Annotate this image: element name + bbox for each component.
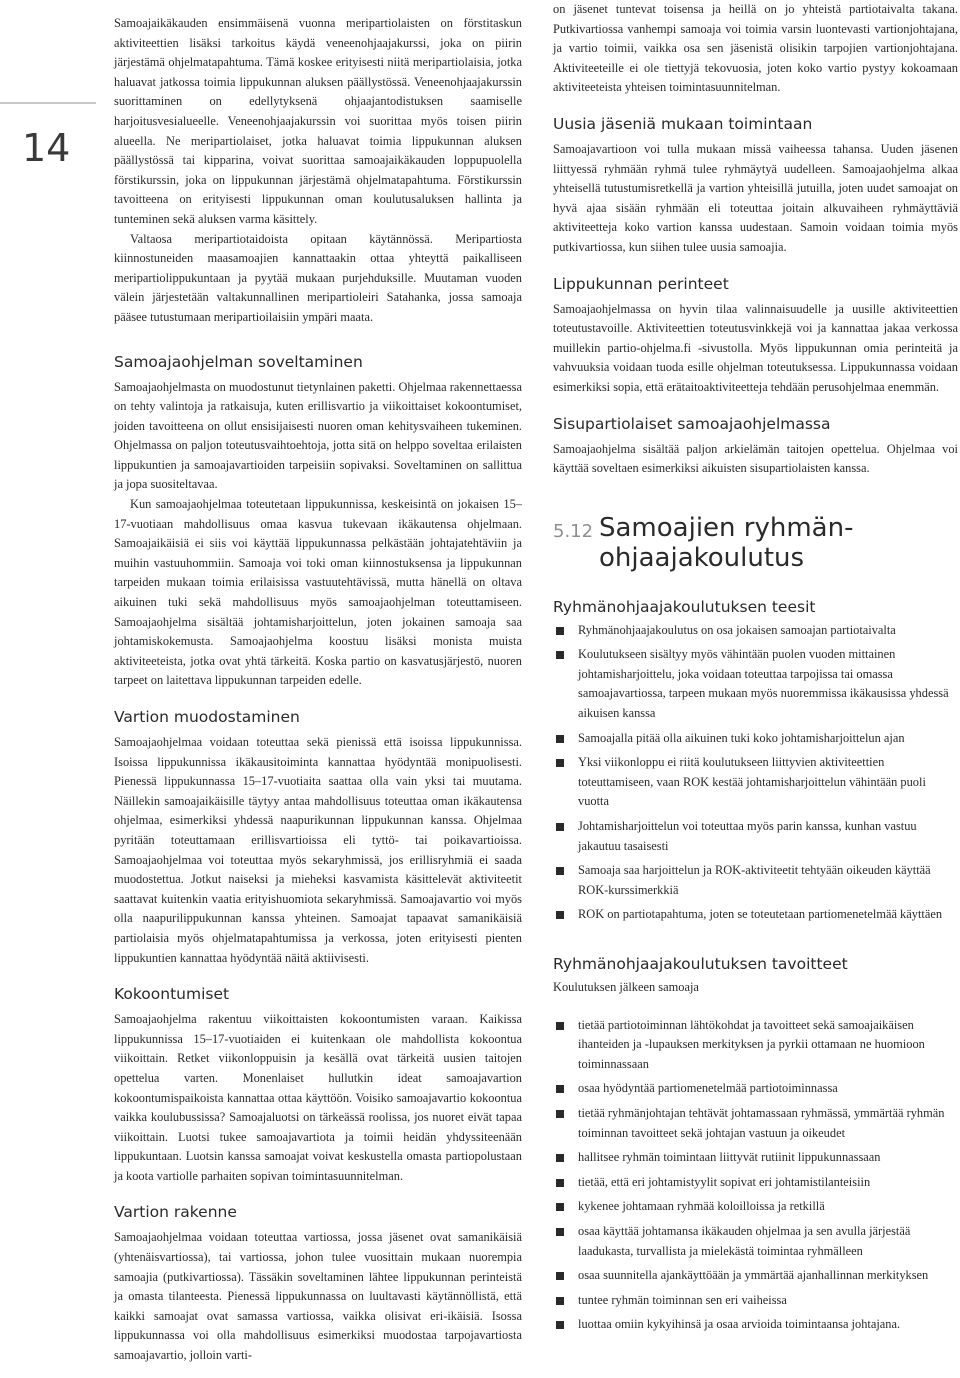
list-item-text: Johtamisharjoittelun voi toteuttaa myös parin kanssa, kunhan vastuu jakautuu tasaisesti [578,819,917,853]
bullet-icon [556,651,564,659]
list-item-text: tuntee ryhmän toiminnan sen eri vaiheissa [578,1292,787,1307]
list-item [553,753,958,812]
outcomes-heading: Ryhmänohjaajakoulutuksen tavoitteet [553,955,848,973]
list-item [553,1222,958,1261]
bullet-icon [556,1179,564,1187]
bullet-icon [556,1085,564,1093]
list-item-text: Samoajalla pitää olla aikuinen tuki koko johtamisharjoittelun ajan [578,730,905,745]
goals-list [553,621,958,925]
list-item [553,1079,958,1099]
intro-paragraph-2: Valtaosa meripartiotaidoista opitaan käytännössä. Meripartiosta kiinnostuneiden maasamoajien kannattaakin ottaa yhteyttä paikalliseen meripartiolippukuntaan ja pyytää mukaan purjehduksille. Muutaman vuoden välein järjestetään valtakunnallinen meripartioleiri Satahanka, jossa samoaja pääsee tutustumaan meripartioilaisiin ympäri maata. [114,231,522,324]
section-paragraph: Samoajaohjelmasta on muodostunut tietynlainen paketti. Ohjelmaa rakennettaessa on tehty valintoja ja ratkaisuja, kuten erillisvartio ja viikoittaiset kokoontumiset, joiden tavoitteena on ollut ensisijaisesti nuoren oman kehitysvaiheen tukeminen. Ohjelmassa on paljon toteutusvaihtoehtoja, jotta sitä on helppo soveltaa erilaisten lippukuntien ja samoajavartioiden tarpeisiin sopivaksi. Soveltaminen on sallittua ja jopa suositeltavaa. [114,379,522,492]
list-item [553,1148,958,1168]
list-item-text: Koulutukseen sisältyy myös vähintään puolen vuoden mittainen johtamisharjoittelu, joka voidaan toteuttaa tarpojissa tai omassa samoajavartiossa, tarpeen mukaan myös nuoremmissa ikäkausissa yhdessä aikuisen kanssa [578,647,949,721]
section-paragraph: Kun samoajaohjelmaa toteutetaan lippukunnissa, keskeisintä on jokaisen 15–17-vuotiaan mahdollisuus omaa kasvua tukevaan ikäkautensa ohjelmaan. Samoajaikäisiä ei siis voi käyttää lippukunnassa pelkästään johtajatehtäviin ja muihin vastuuhommiin. Samoaja voi toki oman kiinnostuksensa ja lippukunnan tarpeiden mukaan toimia erilaisissa vastuutehtävissä, mutta hänellä on oltava aikuinen tuki sekä mahdollisuus myös samoajaohjelman toteuttamiseen. Samoajaohjelma sisältää johtamisharjoittelun, joten jokainen samoaja saa johtamiskokemusta. Samoajaohjelma koostuu lisäksi monista muista aktiviteeteista, jotka ovat yhtä tärkeitä. Koska partio on kasvatusjärjestö, nuoren tarpeet on laitettava lippukunnan tarpeiden edelle. [114,497,522,688]
bullet-icon [556,627,564,635]
bullet-icon [556,1228,564,1236]
section-heading-sisupartiolaiset: Sisupartiolaiset samoajaohjelmassa [553,414,831,433]
left-column [114,0,522,1366]
list-item-text: kykenee johtamaan ryhmää koloilloissa ja retkillä [578,1199,825,1214]
page-number: 14 [22,126,71,170]
list-item-text: tietää, että eri johtamistyylit sopivat eri johtamistilanteisiin [578,1174,871,1189]
goals-heading: Ryhmänohjaajakoulutuksen teesit [553,597,816,616]
bullet-icon [556,735,564,743]
outcomes-subtitle: Koulutuksen jälkeen samoaja [553,980,699,994]
list-item [553,817,958,856]
outcomes-list [553,1016,958,1335]
bullet-icon [556,1022,564,1030]
section-heading-vartion-rakenne: Vartion rakenne [114,1203,237,1222]
section-heading-vartion-muodostaminen: Vartion muodostaminen [114,708,300,726]
list-item-text: tietää partiotoiminnan lähtökohdat ja tavoitteet sekä samoajaikäisen ihanteiden ja -lupauksen merkityksen ja pyrkii ottamaan ne huomioon toiminnassaan [578,1017,925,1071]
list-item [553,1016,958,1075]
list-item [553,729,958,749]
list-item [553,861,958,900]
section-paragraph: Samoajaohjelmassa on hyvin tilaa valinnaisuudelle ja uusille aktiviteettien toteutustavoille. Aktiviteettien toteutusvinkkejä voi ja kannattaa jakaa verkossa muillekin partio-ohjelma.fi -sivustolla. Myös lippukunnan omia perinteitä ja vahvuuksia voidaan tuoda esille ohjelman toteutuksessa. Lippukunnassa voidaan esimerkiksi sopia, että erätaitoaktiviteetteja tehdään perusohjelmaa enemmän. [553,301,958,394]
section-heading-uusia-jasenia: Uusia jäseniä mukaan toimintaan [553,114,813,133]
list-item [553,621,958,641]
list-item-text: Ryhmänohjaajakoulutus on osa jokaisen samoajan partiotaivalta [578,622,896,637]
list-item-text: osaa käyttää johtamansa ikäkauden ohjelmaa ja sen avulla järjestää laadukasta, turvallista ja mielekästä toimintaa ryhmälleen [578,1223,911,1258]
bullet-icon [556,1297,564,1305]
list-item [553,645,958,723]
bullet-icon [556,823,564,831]
margin-divider [0,102,96,104]
section-heading-kokoontumiset: Kokoontumiset [114,985,230,1004]
list-item-text: osaa suunnitella ajankäyttöään ja ymmärtää ajanhallinnan merkityksen [578,1268,929,1283]
bullet-icon [556,1203,564,1211]
bullet-icon [556,1110,564,1118]
bullet-icon [556,1272,564,1280]
list-item [553,1315,958,1335]
bullet-icon [556,1154,564,1162]
section-paragraph: Samoajaohjelma rakentuu viikoittaisten kokoontumisten varaan. Kaikissa lippukunnissa 15–17-vuotiaiden ei kuitenkaan ole mahdollista kokoontua viikoittain. Retket viikonloppuisin ja kesällä ovat tärkeitä uusien taitojen opettelua varten. Monenlaiset hullutkin ideat samoajavartion kokoontumispaikoista kannattaa ottaa käyttöön. Voisiko samoajavartio kokoontua vaikka koulubussissa? Samoajaluotsi on tärkeässä roolissa, jos nuoret eivät tapaa viikoittain. Luotsi tukee samoajavartiota ja toimii heidän yhdyssiteenään lippukuntaan. Luotsin kanssa samoajat voivat keskustella omasta partiopolustaan ja koota vartiolle parhaiten sopivan toimintasuunnitelman. [114,1012,522,1183]
list-item [553,1197,958,1217]
chapter-heading [553,513,958,573]
list-item [553,905,958,925]
chapter-title [553,513,958,573]
bullet-icon [556,911,564,919]
list-item [553,1266,958,1286]
section-paragraph: Samoajaohjelmaa voidaan toteuttaa vartiossa, jossa jäsenet ovat samanikäisiä (yhtenäisvartiossa), tai vartiossa, johon tulee vuosittain mukaan nuorempia samoajia (putkivartiossa). Tässäkin soveltaminen lähtee lippukunnan perinteistä ja omasta tilanteesta. Pienessä lippukunnassa on luultavasti käytännöllistä, että kaikki samoajat ovat samassa vartiossa, vaikka olisivat eri-ikäisiä. Isossa lippukunnassa voi olla mahdollisuus esimerkiksi muodostaa tarpojavartiosta samoajavartio, jolloin varti- [114,1230,522,1363]
list-item-text: Yksi viikonloppu ei riitä koulutukseen liittyvien aktiviteettien toteuttamiseen, vaan ROK kestää johtamisharjoittelun vähintään puoli vuotta [578,755,926,809]
list-item-text: ROK on partiotapahtuma, joten se toteutetaan partiomenetelmää käyttäen [578,907,943,922]
bullet-icon [556,1321,564,1329]
list-item [553,1291,958,1311]
chapter-number: 5.12 [553,520,594,542]
list-item-text: osaa hyödyntää partiomenetelmää partiotoiminnassa [578,1081,838,1096]
list-item-text: luottaa omiin kykyihinsä ja osaa arvioida toimintaansa johtajana. [578,1317,901,1332]
list-item-text: tietää ryhmänjohtajan tehtävät johtamassaan ryhmässä, ymmärtää ryhmän toiminnan tavoitteet sekä johtajan vastuun ja oikeudet [578,1105,945,1140]
section-paragraph: Samoajavartioon voi tulla mukaan missä vaiheessa tahansa. Uuden jäsenen liittyessä ryhmään ryhmä tulee ryhmäytyä uudelleen. Samoajaohjelma alkaa yhteisellä tutustumisretkellä ja vartion yhteisillä jutuilla, joten uudet samoajat on hyvä ajaa sisään ryhmään eli toteuttaa joitain alkuvaiheen ryhmäyttäviä aktiviteetteja koko vartion kanssa uudestaan. Samoin voidaan toimia myös putkivartiossa, kun siihen tulee uusia samoajia. [553,141,958,254]
section-heading-lippukunnan-perinteet: Lippukunnan perinteet [553,274,729,293]
list-item [553,1173,958,1193]
list-item-text: hallitsee ryhmän toimintaan liittyvät rutiinit lippukunnassaan [578,1150,881,1165]
chapter-title-line-2: ohjaajakoulutus [599,542,805,573]
chapter-title-line-1: Samoajien ryhmän- [599,512,854,543]
section-paragraph: Samoajaohjelma sisältää paljon arkielämän taitojen opettelua. Ohjelmaa voi käyttää soveltaen esimerkiksi aikuisten sisupartiolaisten kanssa. [553,441,958,476]
bullet-icon [556,759,564,767]
page-margin [0,0,100,1378]
list-item-text: Samoaja saa harjoittelun ja ROK-aktiviteetit tehtyään oikeuden käyttää ROK-kurssimerkkiä [578,863,931,897]
intro-paragraph-1: Samoajaikäkauden ensimmäisenä vuonna meripartiolaisten on förstitaskun aktiviteettien lisäksi tarkoitus käydä veneenohjaajakurssi, joka on piirin järjestämä ohjelmatapahtuma. Tämä koskee erityisesti niitä meripartiolaisia, jotka haluavat jatkossa toimia lippukunnan aluksen päällystössä. Veneenohjaajakurssin suorittaminen on edellytyksenä ohjaajantodistuksen saamiselle harjoitusvesialueelle. Veneenohjaajakurssin voi suorittaa myös toisen piirin alueella. Ne meripartiolaiset, jotka haluavat toimia lippukunnan aluksen päällystössä tai kipparina, voivat suorittaa samoajaikäkauden loppupuolella förstikurssin, joka on lippukunnan järjestämä ohjelmatapahtuma. Förstikurssin tavoitteena on erityisesti lippukunnan oman koulutusaluksen hallinta ja tunteminen sekä aluksen varma käsittely. [114,16,522,226]
section-paragraph: Samoajaohjelmaa voidaan toteuttaa sekä pienissä että isoissa lippukunnissa. Isoissa lippukunnissa ikäkausitoiminta kannattaa hyödyntää monipuolisesti. Pienessä lippukunnassa 15–17-vuotiaita saattaa olla vain yksi tai muutama. Näillekin samoajaikäisille täytyy antaa mahdollisuus toteuttaa oman ikäkautensa ohjelmaa, esimerkiksi yhdessä naapurikunnan lippukunnan kanssa. Ohjelmaa pyritään toteuttamaan erillisvartioissa eli tyttö- tai poikavartioissa. Samoajaohjelmaa voi toteuttaa myös sekaryhmissä, jos erillisryhmiä ei saada muodostettua. Jotkut naiseksi ja mieheksi kasvamista käsittelevät aktiviteetit saattavat kuitenkin vaatia erityishuomiota sekaryhmissä. Samoajavartio voi myös olla naapurilippukunnan kanssa yhteinen. Samoajat tapaavat samanikäisiä partiolaisia myös ohjelmatapahtumissa ja verkossa, joten erityisesti pienten lippukuntien kannattaa hyödyntää näitä aktiivisesti. [114,735,522,965]
list-item [553,1104,958,1143]
bullet-icon [556,867,564,875]
continuation-paragraph: on jäsenet tuntevat toisensa ja heillä on jo yhteistä partiotaivalta takana. Putkivartiossa vanhempi samoaja voi toimia varsin luontevasti vartionjohtajana, ja vartio toimii, vaikka osa sen jäsenistä olisikin tarpojien vartionjohtajana. Aktiviteeteille ei ole tiettyjä tekovuosia, joten koko vartio pystyy kokoamaan aktiviteeteista yhteisen toimintasuunnitelman. [553,2,958,95]
right-column [553,0,958,1340]
section-heading-soveltaminen: Samoajaohjelman soveltaminen [114,352,363,371]
